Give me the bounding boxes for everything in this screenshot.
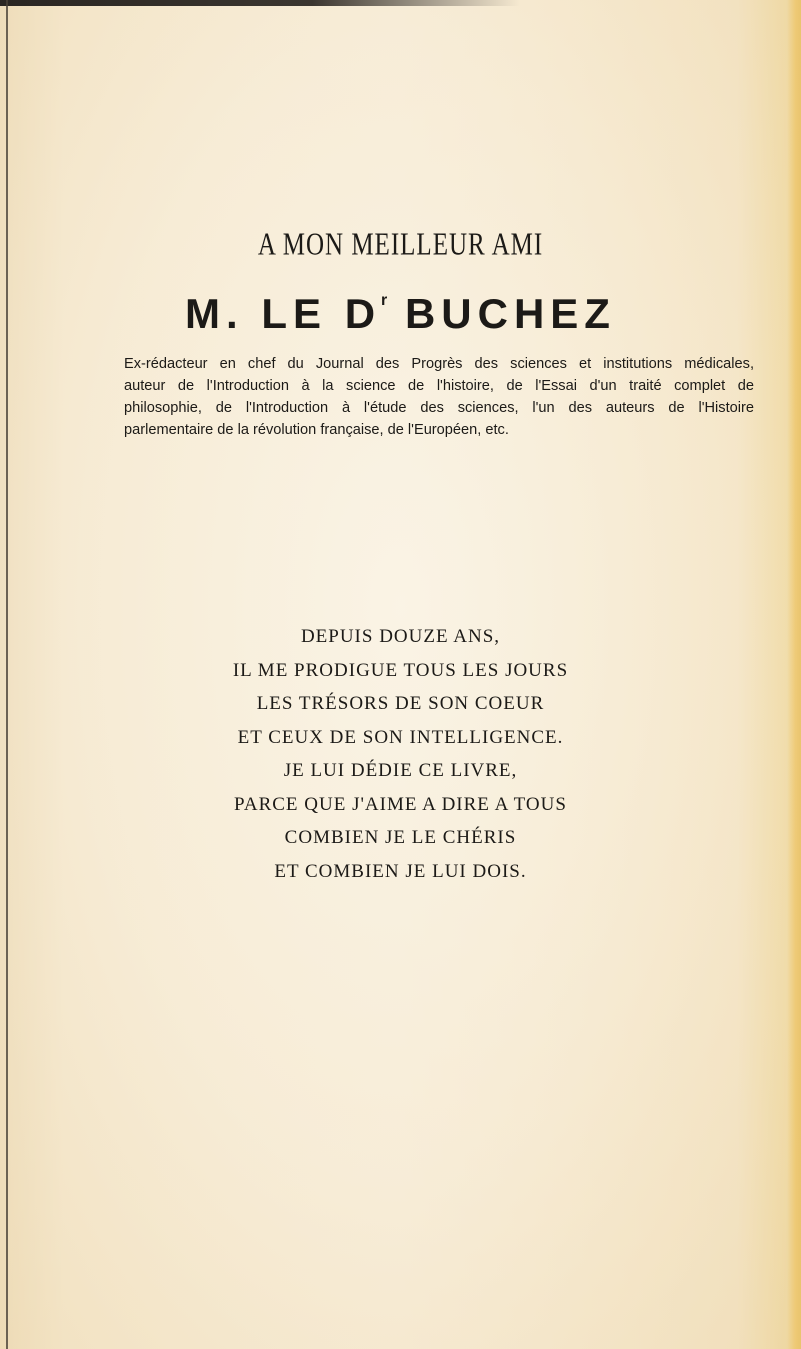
dedication-line: ET COMBIEN JE LUI DOIS. xyxy=(274,860,527,882)
page-top-shadow xyxy=(0,0,520,6)
dedication-text xyxy=(0,620,801,888)
dedication-line: LES TRÉSORS DE SON COEUR xyxy=(256,693,545,714)
dedication-line: IL ME PRODIGUE TOUS LES JOURS xyxy=(232,659,569,681)
dedication-line: COMBIEN JE LE CHÉRIS xyxy=(284,827,517,848)
credentials-line: Ex-rédacteur en chef du Journal des Progrès des sciences et institutions médicales, xyxy=(124,356,754,372)
dedication-heading: A MON MEILLEUR AMI xyxy=(257,228,544,262)
dedicatee-title-superscript: r xyxy=(381,292,388,309)
credentials-line: auteur de l'Introduction à la science de l'histoire, de l'Essai d'un traité complet de xyxy=(124,378,754,394)
dedicatee-surname: BUCHEZ xyxy=(404,290,616,337)
dedicatee-credentials xyxy=(124,353,754,441)
dedicatee-prefix: M. LE D xyxy=(185,290,382,337)
dedicatee-name xyxy=(0,290,801,338)
dedication-line: ET CEUX DE SON INTELLIGENCE. xyxy=(237,726,564,748)
dedication-line: DEPUIS DOUZE ANS, xyxy=(300,626,501,647)
dedication-line: PARCE QUE J'AIME A DIRE A TOUS xyxy=(234,793,567,815)
credentials-line: philosophie, de l'Introduction à l'étude des sciences, l'un des auteurs de l'Histoire xyxy=(124,400,754,416)
dedication-line: JE LUI DÉDIE CE LIVRE, xyxy=(283,760,518,781)
credentials-line: parlementaire de la révolution française, de l'Européen, etc. xyxy=(124,422,509,438)
